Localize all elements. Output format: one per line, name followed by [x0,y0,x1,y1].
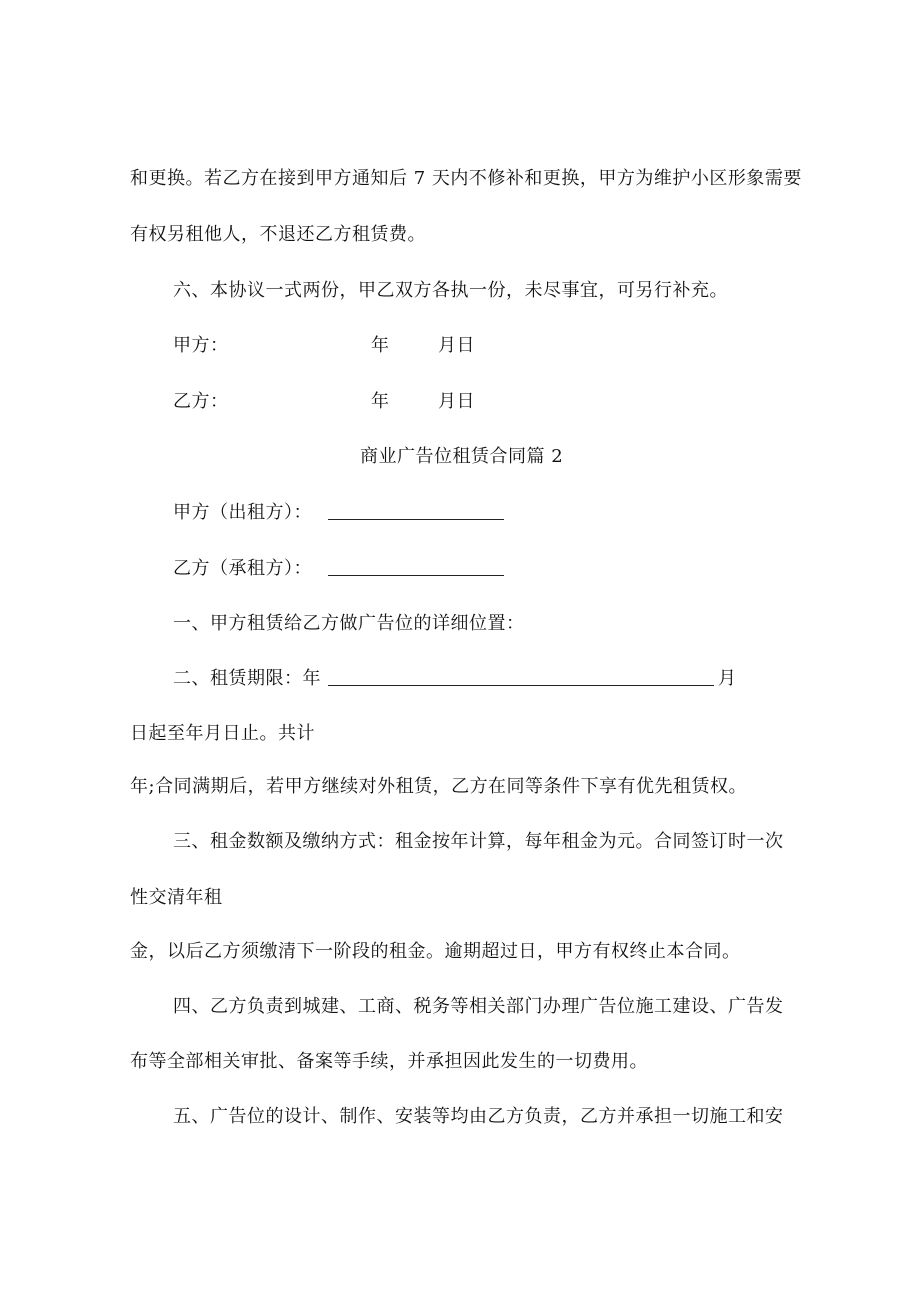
party-a-field [173,501,312,525]
clause-two-prefix: 二、租赁期限：年 [173,668,321,689]
signature-month-day: 月日 [438,391,475,412]
fill-in-blank [328,667,714,686]
signature-party-a [173,334,229,358]
paragraph-line: 金，以后乙方须缴清下一阶段的租金。逾期超过日，甲方有权终止本合同。 [130,941,741,962]
paragraph-line: 布等全部相关审批、备案等手续，并承担因此发生的一切费用。 [130,1051,648,1072]
party-b-label: 乙方（承租方）： [173,558,312,579]
signature-party-b [173,390,229,414]
party-a-label: 甲方（出租方）： [173,502,312,523]
party-b-blank [328,557,504,583]
signature-label: 甲方： [173,335,229,356]
party-a-blank [328,501,504,527]
signature-year: 年 [371,391,390,412]
paragraph-line: 性交清年租 [130,887,223,908]
paragraph-line: 日起至年月日止。共计 [130,723,315,744]
clause-three: 三、租金数额及缴纳方式：租金按年计算，每年租金为元。合同签订时一次 [173,831,784,852]
paragraph-line: 有权另租他人，不退还乙方租赁费。 [130,224,426,245]
clause-two-suffix: 月 [718,668,737,689]
paragraph-line: 和更换。若乙方在接到甲方通知后 7 天内不修补和更换，甲方为维护小区形象需要 [130,168,802,189]
signature-month-day: 月日 [438,335,475,356]
clause-two-blank [328,667,714,693]
fill-in-blank [328,557,504,576]
clause-four: 四、乙方负责到城建、工商、税务等相关部门办理广告位施工建设、广告发 [173,996,784,1017]
paragraph-line: 年;合同满期后，若甲方继续对外租赁，乙方在同等条件下享有优先租赁权。 [130,776,748,797]
signature-label: 乙方： [173,391,229,412]
clause-five: 五、广告位的设计、制作、安装等均由乙方负责，乙方并承担一切施工和安 [173,1106,784,1127]
clause-one: 一、甲方租赁给乙方做广告位的详细位置： [173,613,525,634]
party-b-field [173,557,312,581]
clause-six: 六、本协议一式两份，甲乙双方各执一份，未尽事宜，可另行补充。 [173,280,728,301]
fill-in-blank [328,501,504,520]
section-title: 商业广告位租赁合同篇 2 [360,446,564,467]
signature-year: 年 [371,335,390,356]
